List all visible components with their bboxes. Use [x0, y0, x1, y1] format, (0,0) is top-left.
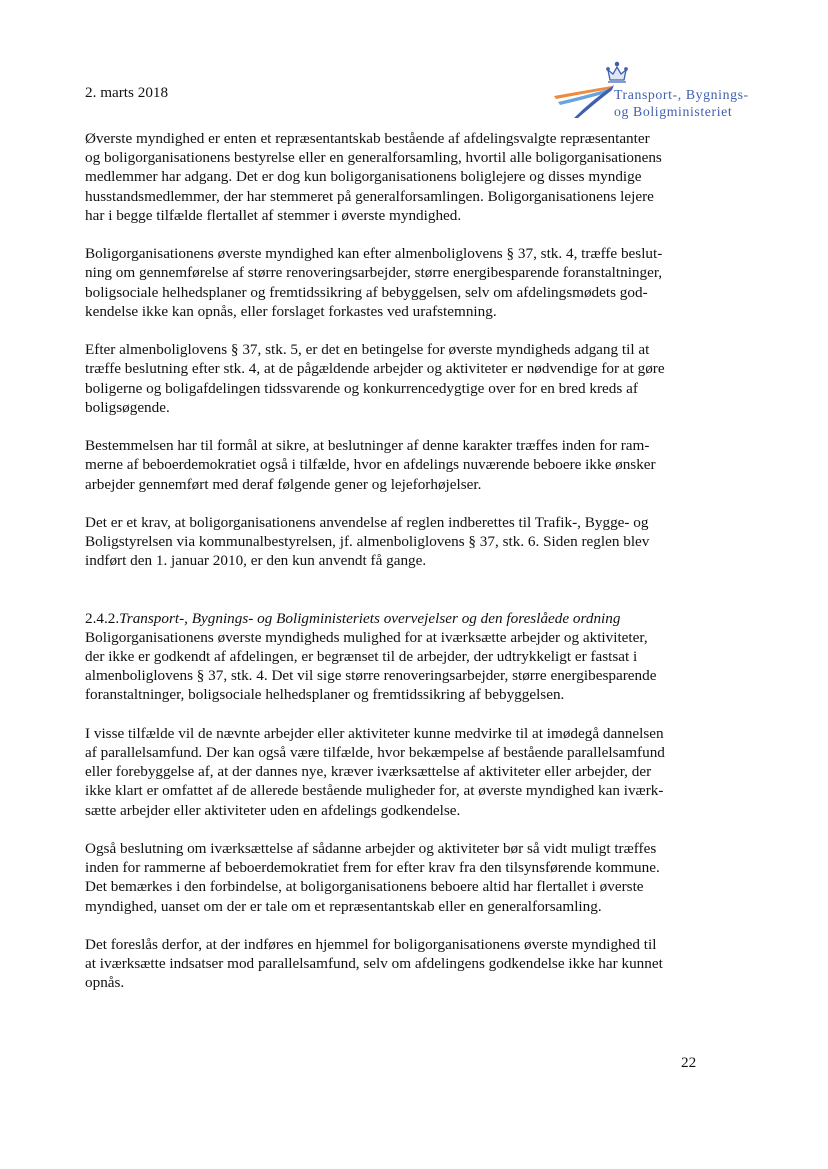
paragraph-8 [85, 935, 715, 993]
logo-text [614, 86, 749, 120]
paragraph-6 [85, 724, 715, 820]
text-line: Også beslutning om iværksættelse af sådanne arbejder og aktiviteter bør så vidt muligt træffes [85, 840, 657, 858]
logo-line-2: og Boligministeriet [614, 104, 733, 119]
section-title: Transport-, Bygnings- og Boligministeriets overvejelser og den foreslåede ordning [119, 609, 621, 627]
text-line: arbejder gennemført med deraf følgende gener og lejeforhøjelser. [85, 475, 482, 493]
paragraph-7 [85, 839, 715, 916]
text-line: Boligorganisationens øverste myndigheds mulighed for at iværksætte arbejder og aktiviteter, [85, 628, 648, 646]
text-line: medlemmer har adgang. Det er dog kun boligorganisationens boliglejere og disses myndige [85, 168, 642, 186]
document-body [85, 129, 715, 1012]
text-line: boligsociale helhedsplaner og fremtidssikring af bebyggelsen, selv om afdelingsmødets god- [85, 283, 648, 301]
document-date: 2. marts 2018 [85, 84, 169, 101]
section-2-4-2 [85, 609, 715, 705]
paragraph-1 [85, 129, 715, 225]
page-number: 22 [681, 1054, 697, 1071]
text-line: og boligorganisationens bestyrelse eller en generalforsamling, hvortil alle boligorganisationens [85, 149, 662, 167]
text-line: foranstaltninger, boligsociale helhedsplaner og fremtidssikring af bebyggelsen. [85, 686, 565, 704]
text-line: Øverste myndighed er enten et repræsentantskab bestående af afdelingsvalgte repræsentanter [85, 130, 650, 147]
text-line: Det bemærkes i den forbindelse, at boligorganisationens beboere altid har flertallet i øverste [85, 878, 644, 896]
text-line: ikke klart er omfattet af de allerede bestående muligheder for, at øverste myndighed kan iværk- [85, 782, 664, 800]
ministry-logo [552, 58, 762, 128]
text-line: indført den 1. januar 2010, er den kun anvendt få gange. [85, 552, 427, 570]
text-line: der ikke er godkendt af afdelingen, er begrænset til de arbejder, der udtrykkeligt er fastsat i [85, 648, 638, 666]
paragraph-2 [85, 244, 715, 321]
logo-line-1: Transport-, Bygnings- [614, 87, 749, 102]
text-line: boligerne og boligafdelingen tidssvarende og konkurrencedygtige over for en bred kreds af [85, 379, 638, 397]
paragraph-4 [85, 436, 715, 494]
text-line: sætte arbejder eller aktiviteter uden en afdelings godkendelse. [85, 801, 461, 819]
text-line: Det foreslås derfor, at der indføres en hjemmel for boligorganisationens øverste myndighed til [85, 936, 657, 954]
text-line: Boligstyrelsen via kommunalbestyrelsen, jf. almenboliglovens § 37, stk. 6. Siden reglen blev [85, 533, 650, 551]
text-line: af parallelsamfund. Der kan også være tilfælde, hvor bekæmpelse af bestående parallelsamfund [85, 744, 665, 762]
section-heading [85, 609, 715, 628]
section-number: 2.4.2. [85, 609, 120, 627]
text-line: Boligorganisationens øverste myndighed kan efter almenboliglovens § 37, stk. 4, træffe beslut- [85, 245, 663, 263]
paragraph-5 [85, 513, 715, 571]
logo-stripes [554, 85, 614, 118]
paragraph-3 [85, 340, 715, 417]
text-line: Efter almenboliglovens § 37, stk. 5, er det en betingelse for øverste myndigheds adgang til at [85, 341, 650, 359]
text-line: Det er et krav, at boligorganisationens anvendelse af reglen indberettes til Trafik-, Bygge- og [85, 514, 649, 531]
text-line: Bestemmelsen har til formål at sikre, at beslutninger af denne karakter træffes inden for ram- [85, 437, 650, 455]
crown-icon [607, 62, 627, 82]
text-line: at iværksætte indsatser mod parallelsamfund, selv om afdelingens godkendelse ikke har kunnet [85, 955, 663, 973]
text-line: kendelse ikke kan opnås, eller forslaget forkastes ved urafstemning. [85, 302, 497, 320]
text-line: eller forebyggelse af, at der dannes nye, kræver iværksættelse af aktiviteter eller arbejder, der [85, 763, 652, 781]
text-line: husstandsmedlemmer, der har stemmeret på generalforsamlingen. Boligorganisationens lejere [85, 187, 654, 205]
text-line: opnås. [85, 974, 125, 992]
text-line: I visse tilfælde vil de nævnte arbejder eller aktiviteter kunne medvirke til at imødegå dannelsen [85, 724, 664, 742]
text-line: træffe beslutning efter stk. 4, at de pågældende arbejder og aktiviteter er nødvendige for at gøre [85, 360, 665, 378]
text-line: inden for rammerne af beboerdemokratiet frem for efter krav fra den tilsynsførende kommune. [85, 859, 660, 877]
text-line: almenboliglovens § 37, stk. 4. Det vil sige større renoveringsarbejder, større energibesparende [85, 667, 657, 685]
text-line: merne af beboerdemokratiet også i tilfælde, hvor en afdelings nuværende beboere ikke ønsker [85, 456, 656, 474]
text-line: har i begge tilfælde flertallet af stemmer i øverste myndighed. [85, 206, 462, 224]
text-line: ning om gennemførelse af større renoveringsarbejder, større energibesparende foranstaltninger, [85, 264, 663, 282]
text-line: boligsøgende. [85, 398, 170, 416]
text-line: myndighed, uanset om der er tale om et repræsentantskab eller en generalforsamling. [85, 897, 602, 915]
